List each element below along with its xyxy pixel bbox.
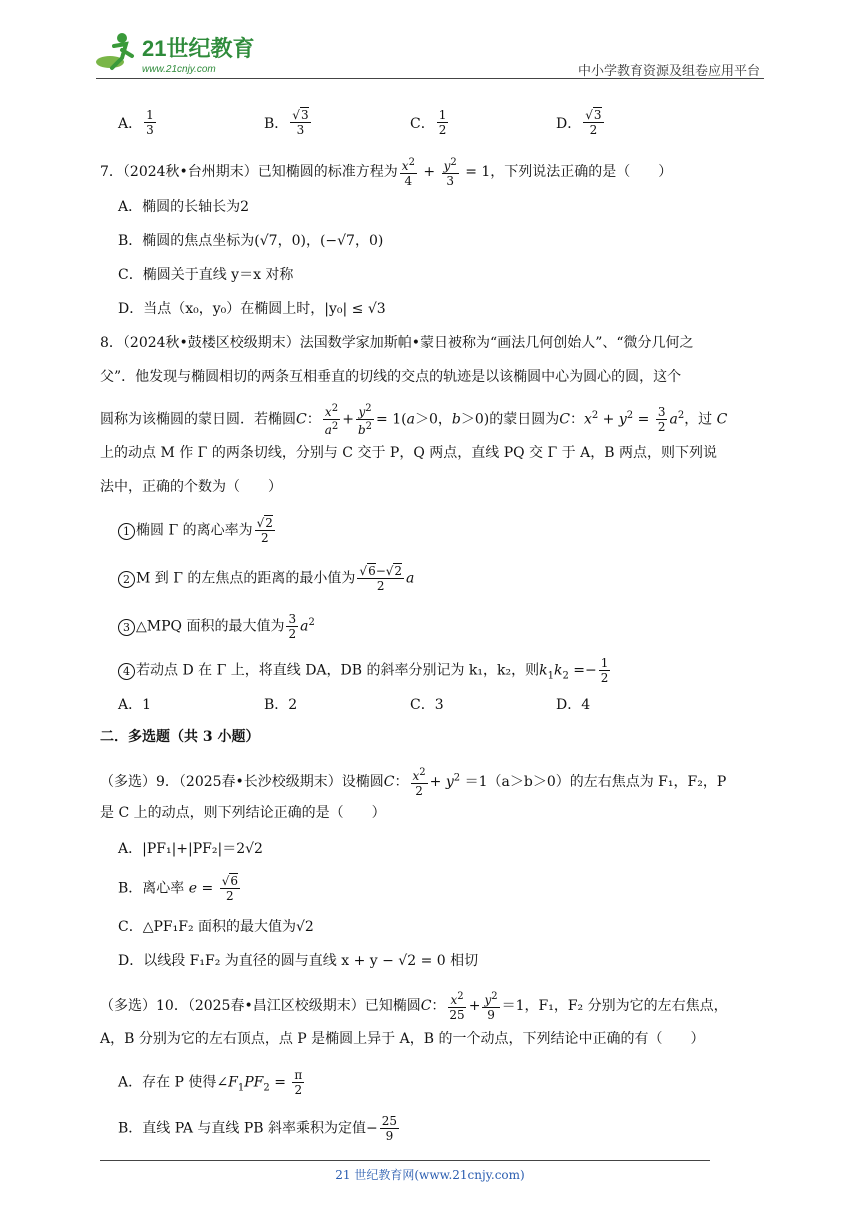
logo-url: www.21cnjy.com xyxy=(142,64,216,75)
q7-option-d: D．当点（x₀，y₀）在椭圆上时，|y₀| ≤ √3 xyxy=(118,301,386,317)
q9-option-a: A．|PF₁|+|PF₂|＝2√2 xyxy=(118,841,263,857)
q9-line-1: （多选）9．（2025春•长沙校级期末）设椭圆C： $\frac{x^2}{2}$ + $y^2 =1(a>b>0)$的左右焦点为 F₁，F₂，P xyxy=(100,767,727,798)
q10-option-a: A．存在 P 使得$\angle F_1PF_2$ = $\frac{\pi}{2}$ xyxy=(118,1068,303,1097)
footer-text[interactable]: 21 世纪教育网(www.21cnjy.com) xyxy=(335,1168,525,1182)
q6-options xyxy=(118,108,764,137)
q6-option-a: A． $\frac{1}{3}$ xyxy=(118,108,154,137)
q8-line-4: 上的动点 M 作 Γ 的两条切线，分别与 C 交于 P，Q 两点，直线 PQ 交 Γ 于 A，B 两点，则下列说 xyxy=(100,445,717,461)
site-logo xyxy=(92,28,262,80)
q10-option-b: B．直线 PA 与直线 PB 斜率乘积为定值− $\frac{25}{9}$ xyxy=(118,1114,398,1143)
q8-statement-4: 4 若动点 D 在 Γ 上，将直线 DA，DB 的斜率分别记为 k₁，k₂，则$k_1k_2$ =− $\frac{1}{2}$ xyxy=(118,656,764,687)
q10-line-1: （多选）10．（2025春•昌江区校级期末）已知椭圆C： $\frac{x^2}{25}$ + $\frac{y^2}{9}$ ＝1，F₁，F₂ 分别为它的左右焦点， xyxy=(100,991,728,1022)
q6-option-b: B． $\frac{√3}{3}$ xyxy=(264,108,309,137)
footer-divider xyxy=(100,1160,710,1161)
q8-option-a: A．1 xyxy=(118,697,152,713)
q8-option-d: D．4 xyxy=(556,697,591,713)
q8-statement-3: 3 △MPQ 面积的最大值为 $\frac{3}{2}$ $a^2$ xyxy=(118,612,764,641)
q8-options xyxy=(118,694,764,714)
platform-name: 中小学教育资源及组卷应用平台 xyxy=(577,64,760,79)
q8-line-2: 父”．他发现与椭圆相切的两条互相垂直的切线的交点的轨迹是以该椭圆中心为圆心的圆，这个 xyxy=(100,369,682,385)
section-heading: 二．多选题（共 3 小题） xyxy=(100,729,260,745)
q8-line-5: 法中，正确的个数为（ ） xyxy=(100,479,282,495)
q9-option-c: C．△PF₁F₂ 面积的最大值为√2 xyxy=(118,919,314,935)
q7-option-c: C．椭圆关于直线 y＝x 对称 xyxy=(118,267,294,283)
q7-option-a: A．椭圆的长轴长为2 xyxy=(118,199,250,215)
q6-option-c: C． $\frac{1}{2}$ xyxy=(410,108,447,137)
q8-statement-2: 2 M 到 Γ 的左焦点的距离的最小值为 $\frac{√6-√2}{2}$ a xyxy=(118,564,764,593)
q8-line-1: 8．（2024秋•鼓楼区校级期末）法国数学家加斯帕•蒙日被称为“画法几何创始人”、“微分几何之 xyxy=(100,335,694,351)
q9-option-d: D．以线段 F₁F₂ 为直径的圆与直线 x + y − √2 = 0 相切 xyxy=(118,953,479,969)
q8-option-b: B．2 xyxy=(264,697,298,713)
q10-line-2: A，B 分别为它的左右顶点，点 P 是椭圆上异于 A，B 的一个动点，下列结论中正确的有（ ） xyxy=(100,1031,705,1047)
q6-option-d: D． $\frac{√3}{2}$ xyxy=(556,108,602,137)
q7-option-b: B．椭圆的焦点坐标为(√7，0)，(−√7，0) xyxy=(118,233,384,249)
q9-line-2: 是 C 上的动点，则下列结论正确的是（ ） xyxy=(100,805,386,821)
q8-line-3: 圆称为该椭圆的蒙日圆．若椭圆C： $\frac{x^2}{a^2}$ + $\frac{y^2}{b^2}$ = 1(a＞0，b＞0)的蒙日圆为C：$x^2 + y^2$ = $\frac{3}{2}$ $a^2$，过 C xyxy=(100,403,728,437)
q8-statement-1: 1 椭圆 Γ 的离心率为 $\frac{√2}{2}$ xyxy=(118,516,764,545)
q9-option-b: B．离心率 e = $\frac{√6}{2}$ xyxy=(118,874,238,903)
q7-stem: 7．（2024秋•台州期末）已知椭圆的标准方程为 $\frac{x^2}{4}$ + $\frac{y^2}{3}$ = 1，下列说法正确的是（ ） xyxy=(100,157,673,188)
header-divider xyxy=(96,78,764,79)
q8-option-c: C．3 xyxy=(410,697,444,713)
logo-text: 21世纪教育 xyxy=(142,36,255,61)
